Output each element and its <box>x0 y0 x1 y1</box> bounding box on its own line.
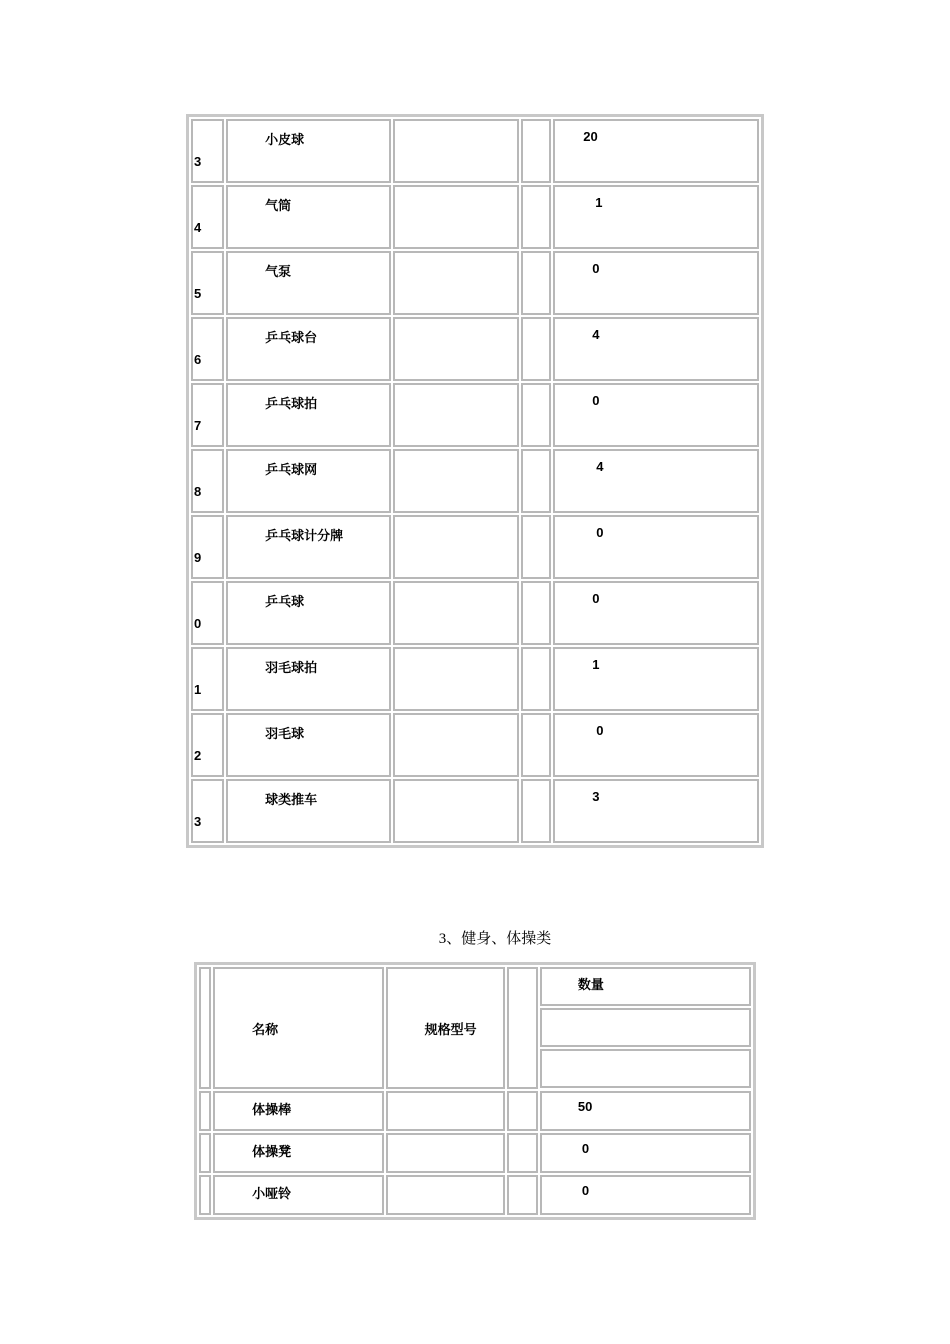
item-name: 小哑铃 <box>252 1186 292 1201</box>
quantity-cell <box>553 383 759 447</box>
quantity-value: 0 <box>596 723 604 738</box>
table-row <box>191 515 759 579</box>
item-name: 乒乓球台 <box>265 330 318 345</box>
row-number: 2 <box>194 748 202 763</box>
row-number-cell <box>191 185 224 249</box>
row-number: 7 <box>194 418 202 433</box>
quantity-value: 0 <box>592 261 600 276</box>
unit-cell <box>521 713 551 777</box>
row-number: 3 <box>194 814 202 829</box>
quantity-cell <box>540 1091 751 1131</box>
row-number: 8 <box>194 484 202 499</box>
row-number-cell <box>191 581 224 645</box>
item-name: 羽毛球拍 <box>265 660 318 675</box>
quantity-value: 50 <box>577 1099 593 1114</box>
quantity-value: 0 <box>592 591 600 606</box>
item-name-cell <box>213 1133 384 1173</box>
quantity-value: 1 <box>595 195 603 210</box>
equipment-table-ball <box>186 114 764 848</box>
unit-cell <box>521 581 551 645</box>
item-name: 小皮球 <box>265 132 305 147</box>
unit-cell <box>521 647 551 711</box>
item-name-cell <box>226 383 391 447</box>
header-spec-cell <box>386 967 506 1089</box>
quantity-cell <box>553 581 759 645</box>
quantity-cell <box>553 449 759 513</box>
unit-cell <box>521 779 551 843</box>
unit-cell <box>521 185 551 249</box>
spec-cell <box>386 1133 506 1173</box>
quantity-cell <box>553 515 759 579</box>
row-number: 5 <box>194 286 202 301</box>
table-header-row <box>199 967 751 1089</box>
table-row <box>199 1175 751 1215</box>
item-name-cell <box>226 185 391 249</box>
item-name-cell <box>226 449 391 513</box>
spec-cell <box>393 515 519 579</box>
quantity-value: 3 <box>592 789 600 804</box>
header-qty-stack <box>540 967 751 1089</box>
quantity-value: 0 <box>581 1141 590 1156</box>
quantity-cell <box>553 317 759 381</box>
spec-cell <box>393 119 519 183</box>
item-name-cell <box>226 515 391 579</box>
unit-cell <box>521 383 551 447</box>
row-number-cell <box>191 647 224 711</box>
quantity-cell <box>540 1133 751 1173</box>
item-name-cell <box>226 251 391 315</box>
item-name-cell <box>226 647 391 711</box>
table-row <box>191 581 759 645</box>
header-qty-sub-cell <box>540 1049 751 1088</box>
table-row <box>191 713 759 777</box>
header-qty-cell <box>540 967 751 1006</box>
quantity-cell <box>540 1175 751 1215</box>
spec-cell <box>393 647 519 711</box>
equipment-table-fitness <box>194 962 756 1220</box>
item-name-cell <box>213 1091 384 1131</box>
table-row <box>191 383 759 447</box>
spec-cell <box>393 185 519 249</box>
table-row <box>199 1091 751 1131</box>
table-row <box>191 647 759 711</box>
unit-cell <box>521 119 551 183</box>
quantity-cell <box>553 185 759 249</box>
quantity-value: 4 <box>592 327 600 342</box>
quantity-cell <box>553 647 759 711</box>
item-name: 羽毛球 <box>265 726 305 741</box>
item-name: 气筒 <box>265 198 292 213</box>
unit-cell <box>521 251 551 315</box>
item-name: 乒乓球 <box>265 594 305 609</box>
spec-cell <box>393 713 519 777</box>
item-name-cell <box>226 317 391 381</box>
unit-cell <box>521 317 551 381</box>
quantity-value: 0 <box>592 393 600 408</box>
unit-cell <box>507 1091 537 1131</box>
spec-cell <box>393 383 519 447</box>
quantity-value: 0 <box>581 1183 590 1198</box>
unit-cell <box>507 1175 537 1215</box>
header-unit-cell <box>507 967 537 1089</box>
row-number-cell <box>191 515 224 579</box>
header-spec-label: 规格型号 <box>424 1022 477 1037</box>
header-qty-label: 数量 <box>577 977 604 992</box>
table-row <box>191 449 759 513</box>
row-number-cell <box>191 317 224 381</box>
unit-cell <box>521 449 551 513</box>
row-number-cell <box>191 449 224 513</box>
row-blank-cell <box>199 1091 211 1131</box>
quantity-cell <box>553 779 759 843</box>
quantity-value: 4 <box>596 459 604 474</box>
row-number: 3 <box>194 154 202 169</box>
quantity-value: 0 <box>596 525 604 540</box>
row-number: 0 <box>194 616 202 631</box>
spec-cell <box>386 1091 506 1131</box>
table-row <box>191 317 759 381</box>
spec-cell <box>393 779 519 843</box>
table-row <box>191 185 759 249</box>
item-name-cell <box>226 713 391 777</box>
row-number: 6 <box>194 352 202 367</box>
row-number: 4 <box>194 220 202 235</box>
table-row <box>191 779 759 843</box>
item-name-cell <box>226 779 391 843</box>
item-name-cell <box>226 581 391 645</box>
spec-cell <box>393 581 519 645</box>
table-row <box>199 1133 751 1173</box>
item-name: 体操凳 <box>252 1144 292 1159</box>
item-name: 体操棒 <box>252 1102 292 1117</box>
row-number: 1 <box>194 682 202 697</box>
spec-cell <box>393 449 519 513</box>
header-blank-cell <box>199 967 211 1089</box>
row-number-cell <box>191 119 224 183</box>
row-number: 9 <box>194 550 202 565</box>
unit-cell <box>521 515 551 579</box>
header-name-cell <box>213 967 384 1089</box>
table-row <box>191 119 759 183</box>
quantity-value: 20 <box>583 129 598 144</box>
item-name-cell <box>213 1175 384 1215</box>
unit-cell <box>507 1133 537 1173</box>
item-name: 乒乓球计分牌 <box>265 528 344 543</box>
header-name-label: 名称 <box>252 1022 279 1037</box>
section-heading-fitness: 3、健身、体操类 <box>438 931 552 947</box>
spec-cell <box>393 251 519 315</box>
spec-cell <box>386 1175 506 1215</box>
row-number-cell <box>191 713 224 777</box>
item-name: 球类推车 <box>265 792 318 807</box>
table-row <box>191 251 759 315</box>
row-blank-cell <box>199 1133 211 1173</box>
item-name-cell <box>226 119 391 183</box>
item-name: 乒乓球拍 <box>265 396 318 411</box>
row-number-cell <box>191 251 224 315</box>
row-blank-cell <box>199 1175 211 1215</box>
spec-cell <box>393 317 519 381</box>
item-name: 乒乓球网 <box>265 462 318 477</box>
quantity-value: 1 <box>592 657 600 672</box>
row-number-cell <box>191 779 224 843</box>
header-qty-sub-cell <box>540 1008 751 1047</box>
item-name: 气泵 <box>265 264 292 279</box>
quantity-cell <box>553 119 759 183</box>
quantity-cell <box>553 251 759 315</box>
row-number-cell <box>191 383 224 447</box>
quantity-cell <box>553 713 759 777</box>
